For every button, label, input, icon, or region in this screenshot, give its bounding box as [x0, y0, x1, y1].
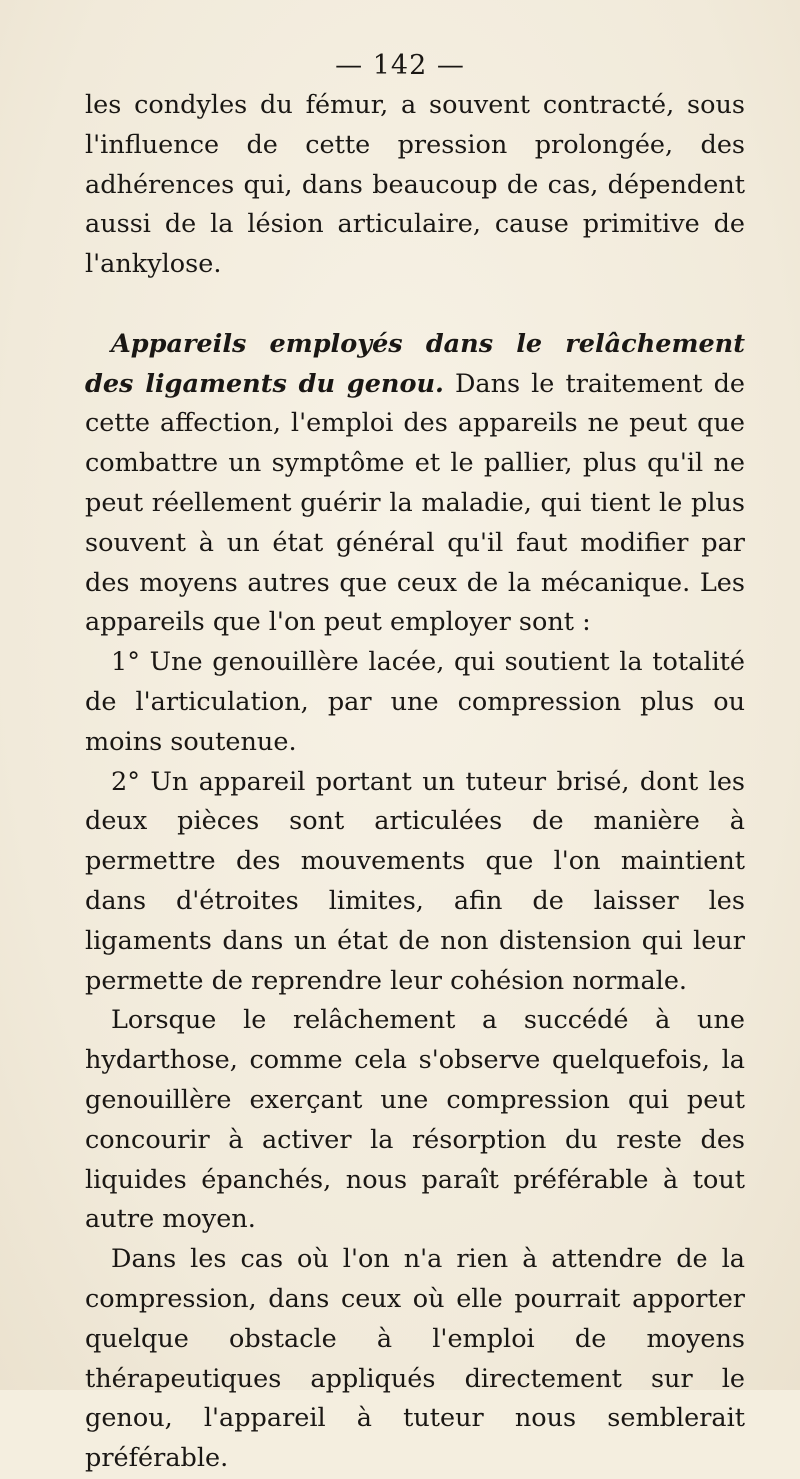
page-number: — 142 —	[335, 50, 465, 81]
paragraph-2-body: Dans le traitement de cette affection, l'emploi des appareils ne peut que combattre un symptôme et le pallier, plus qu'il ne peut réellement guérir la maladie, qui tient le plus souvent à un état général qu'il faut modifier par des moyens autres que ceux de la mécanique. Les appareils que l'on peut employer sont :	[85, 368, 745, 638]
paragraph-2	[85, 325, 745, 643]
paragraph-4: 2° Un appareil portant un tuteur brisé, dont les deux pièces sont articulées de manière à permettre des mouvements que l'on maintient dans d'étroites limites, afin de laisser les ligaments dans un état de non distension qui leur permette de reprendre leur cohésion normale.	[85, 766, 745, 996]
paragraph-6: Dans les cas où l'on n'a rien à attendre de la compression, dans ceux où elle pourrait apporter quelque obstacle à l'emploi de moyens thérapeutiques appliqués directement sur le genou, l'appareil à tuteur nous semblerait préférable.	[85, 1244, 745, 1474]
paragraph-spacer	[85, 285, 745, 325]
paragraph-3: 1° Une genouillère lacée, qui soutient la totalité de l'articulation, par une compression plus ou moins soutenue.	[85, 647, 745, 757]
paragraph-1: les condyles du fémur, a souvent contracté, sous l'influence de cette pression prolongée, des adhérences qui, dans beaucoup de cas, dépendent aussi de la lésion articulaire, cause primitive de l'ankylose.	[85, 90, 745, 280]
body-text	[85, 86, 745, 1479]
paragraph-5: Lorsque le relâchement a succédé à une hydarthose, comme cela s'observe quelquefois, la genouillère exerçant une compression qui peut concourir à activer la résorption du reste des liquides épanchés, nous paraît préférable à tout autre moyen.	[85, 1005, 745, 1235]
section-heading: Appareils employés dans le relâchement des ligaments du genou.	[85, 328, 745, 399]
